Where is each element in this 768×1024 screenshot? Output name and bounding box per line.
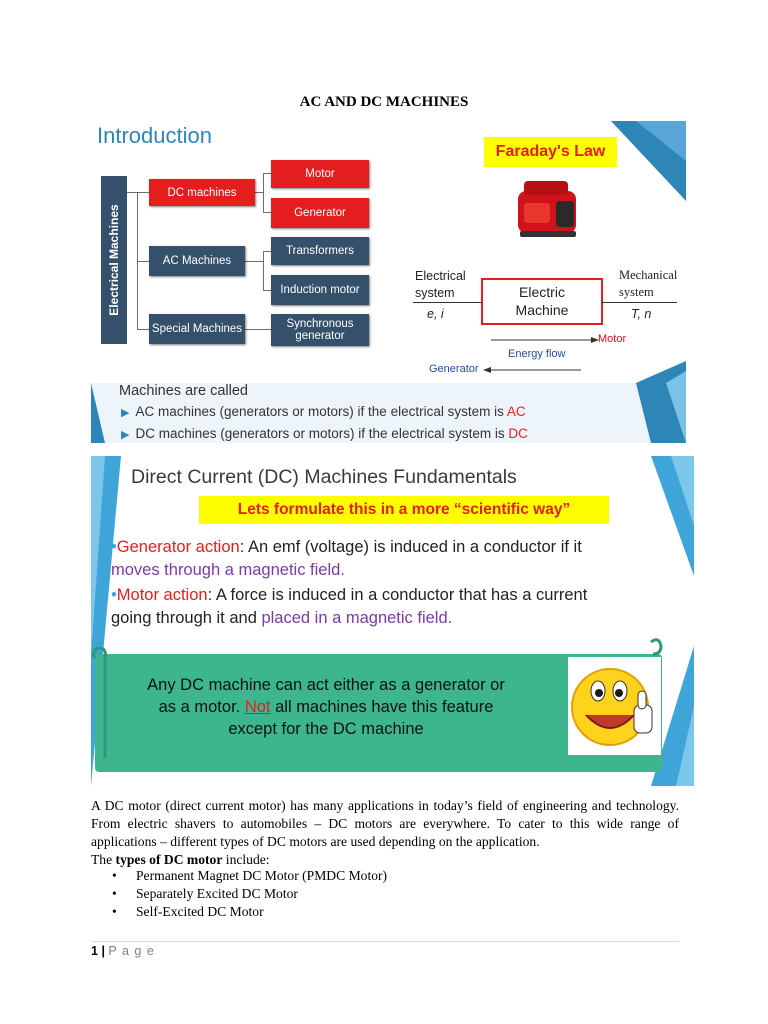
vertical-label-text: Electrical Machines: [107, 204, 121, 316]
list-item: • Separately Excited DC Motor: [112, 886, 298, 901]
scientific-way-callout: Lets formulate this in a more “scientific way”: [199, 496, 609, 524]
machine-label-2: Machine: [515, 302, 569, 318]
motor-box: Motor: [271, 160, 369, 188]
electrical-machines-label: [101, 176, 127, 344]
synchronous-generator-box: Synchronous generator: [271, 314, 369, 346]
electric-machine-box: [481, 278, 603, 325]
page-number: 1: [91, 944, 98, 958]
machines-called-text: Machines are called: [119, 383, 248, 399]
list-item: • Permanent Magnet DC Motor (PMDC Motor): [112, 868, 388, 883]
intro-paragraph: A DC motor (direct current motor) has many applications in today’s field of engineering and technology. From electric shavers to automobiles – DC motors are everywhere. To cater to this wide range of applications – different types of DC motors are used depending on the application.: [91, 798, 679, 849]
list-item: • Self-Excited DC Motor: [112, 904, 264, 919]
generator-action-paragraph: •Generator action: An emf (voltage) is induced in a conductor if it moves through a magnetic field.: [111, 538, 582, 579]
slide-title: Direct Current (DC) Machines Fundamentals: [131, 466, 517, 488]
not-emphasis: Not: [244, 698, 271, 716]
dc-machines-box: DC machines: [149, 179, 255, 206]
motor-types-list: [112, 867, 387, 921]
electrical-system-label-2: system: [415, 286, 455, 300]
electrical-vars: e, i: [427, 307, 444, 321]
generator-image: [516, 177, 584, 239]
mechanical-system-label-2: system: [619, 285, 654, 299]
motor-action-paragraph: •Motor action: A force is induced in a conductor that has a current going through it and placed in a magnetic field.: [111, 586, 588, 627]
ac-bullet: ▶ AC machines (generators or motors) if the electrical system is AC: [121, 404, 526, 419]
document-title: AC AND DC MACHINES: [299, 94, 469, 110]
induction-motor-box: Induction motor: [271, 275, 369, 305]
page-label: P a g e: [108, 944, 155, 958]
slide-title: Introduction: [97, 123, 212, 148]
page-footer: 1 | P a g e: [91, 944, 155, 958]
bullet-dot-icon: •: [111, 538, 117, 556]
special-machines-box: Special Machines: [149, 314, 245, 344]
introduction-slide: [91, 121, 686, 443]
machine-label-1: Electric: [519, 284, 565, 300]
footer-divider: [91, 941, 679, 942]
bullet-triangle-icon: ▶: [121, 429, 130, 441]
generator-box: Generator: [271, 198, 369, 228]
flow-motor-label: Motor: [598, 333, 627, 345]
bullet-dot-icon: •: [111, 586, 117, 604]
ac-machines-box: AC Machines: [149, 246, 245, 276]
electrical-system-label-1: Electrical: [415, 269, 466, 283]
dc-fundamentals-slide: [91, 456, 694, 786]
scroll-text: Any DC machine can act either as a generator or as a motor. Not all machines have this feature except for the DC machine: [147, 676, 505, 738]
dc-bullet: ▶ DC machines (generators or motors) if the electrical system is DC: [121, 426, 528, 441]
thumbs-up-smiley-icon: [568, 657, 661, 755]
bullet-triangle-icon: ▶: [121, 407, 130, 419]
flow-generator-label: Generator: [429, 363, 479, 375]
mechanical-system-label-1: Mechanical: [619, 268, 678, 282]
types-line: The types of DC motor include:: [91, 852, 270, 867]
faradays-law-callout: Faraday's Law: [484, 137, 617, 167]
transformers-box: Transformers: [271, 237, 369, 265]
energy-flow-label: Energy flow: [508, 348, 566, 360]
mechanical-vars: T, n: [631, 307, 652, 321]
